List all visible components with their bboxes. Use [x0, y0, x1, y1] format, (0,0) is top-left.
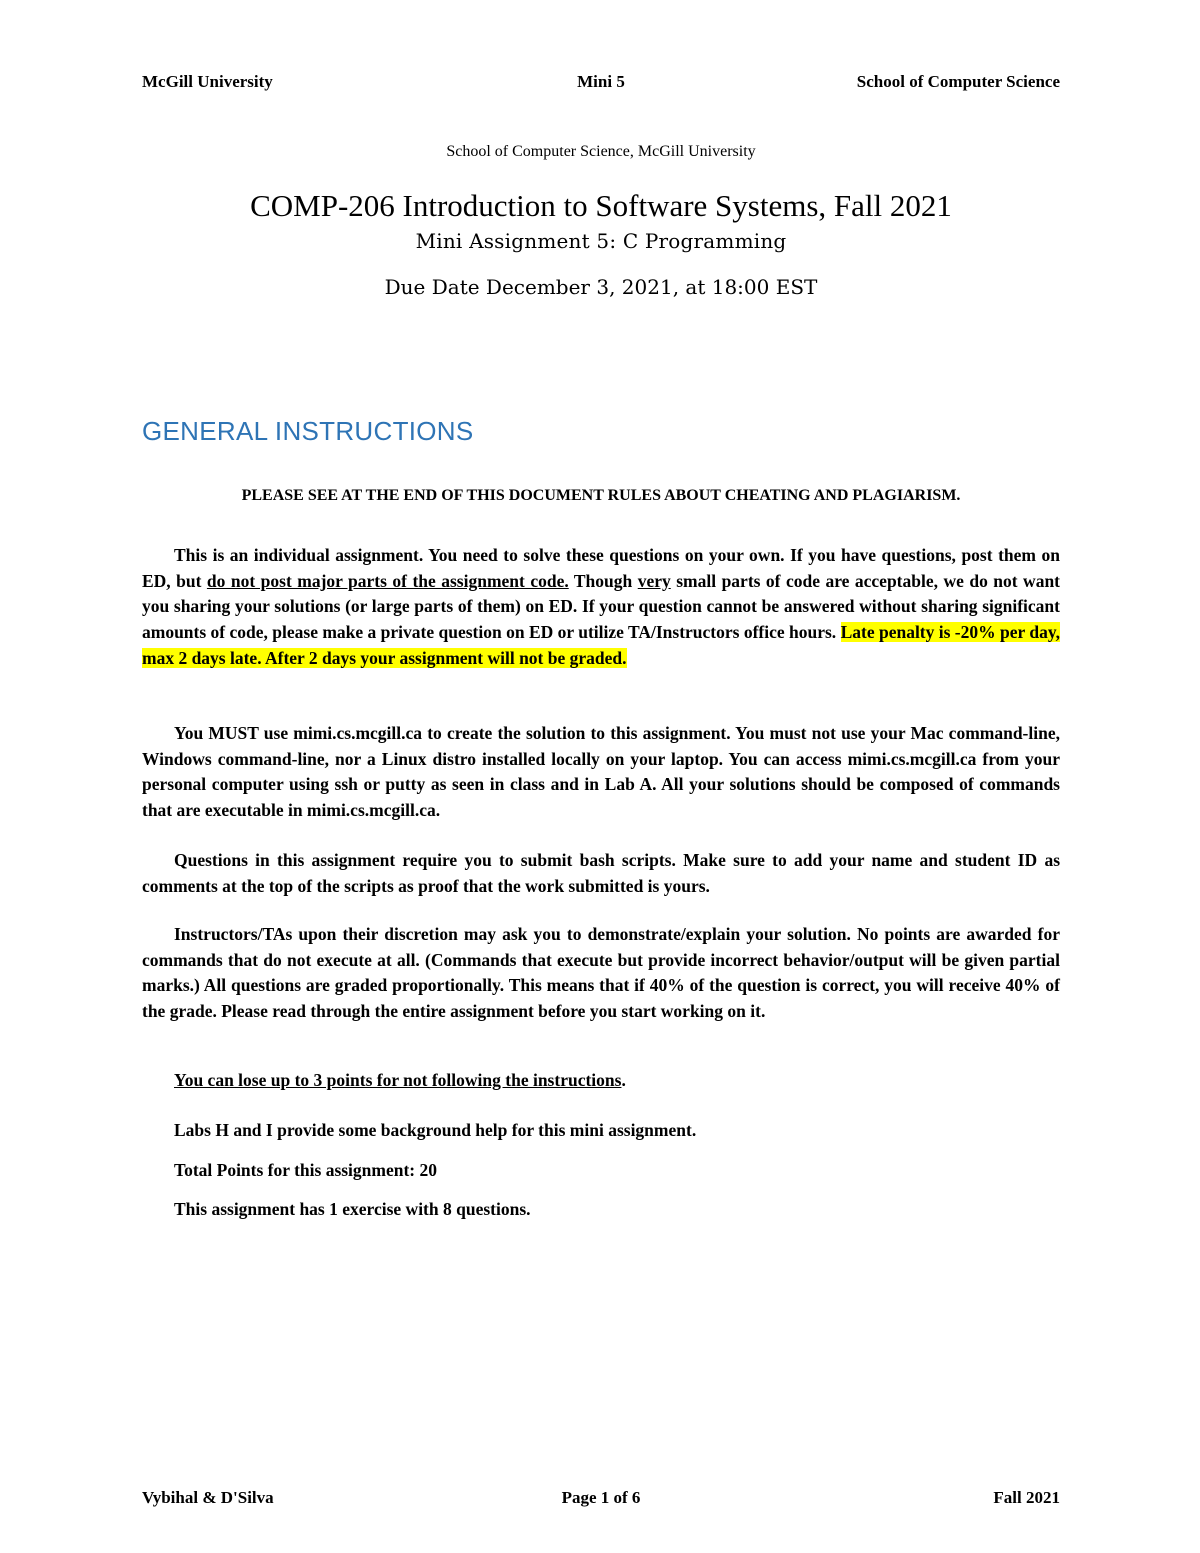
p1-text-3: small parts of code are acceptable, we do not want you sharing your solutions (or large parts of them) on ED. If your question cannot be answered without sharing significant amounts of code, please make a private question on ED or utilize TA/Instructors office hours. [142, 570, 1061, 643]
paragraph-individual-assignment [142, 543, 1060, 672]
labs-note: Labs H and I provide some background help for this mini assignment. [174, 1120, 697, 1140]
p1-underline-1: do not post major parts of the assignment code. [206, 570, 569, 591]
assignment-subtitle: Mini Assignment 5: C Programming [415, 229, 787, 253]
footer-left: Vybihal & D'Silva [142, 1488, 274, 1507]
paragraph-grading: Instructors/TAs upon their discretion may ask you to demonstrate/explain your solution. No points are awarded for commands that do not execute at all. (Commands that execute but provide incorrect behavior/output will be given partial marks.) All questions are graded proportionally. This means that if 40% of the question is correct, you will receive 40% of the grade. Please read through the entire assignment before you start working on it. [142, 924, 1060, 1022]
p1-underline-2: very [637, 570, 671, 591]
header-left: McGill University [142, 72, 273, 91]
section-heading: GENERAL INSTRUCTIONS [142, 416, 474, 446]
course-title: COMP-206 Introduction to Software Systems, Fall 2021 [250, 188, 952, 223]
footer-center: Page 1 of 6 [561, 1488, 641, 1507]
page-header [142, 72, 1060, 96]
department-line: School of Computer Science, McGill University [446, 143, 756, 160]
paragraph-mimi-usage: You MUST use mimi.cs.mcgill.ca to create the solution to this assignment. You must not use your Mac command-line, Windows command-line, nor a Linux distro installed locally on your laptop. You can access mimi.cs.mcgill.ca from your personal computer using ssh or putty as seen in class and in Lab A. All your solutions should be composed of commands that are executable in mimi.cs.mcgill.ca. [142, 723, 1060, 821]
page-footer [142, 1488, 1060, 1512]
warning-end: . [621, 1070, 626, 1090]
warning-underlined: You can lose up to 3 points for not following the instructions [174, 1070, 622, 1090]
paragraph-bash-scripts: Questions in this assignment require you to submit bash scripts. Make sure to add your name and student ID as comments at the top of the scripts as proof that the work submitted is yours. [142, 850, 1060, 896]
p1-text-1: This is an individual assignment. You need to solve these questions on your own. If you have questions, post them on ED, but [142, 545, 1060, 591]
total-points: Total Points for this assignment: 20 [174, 1160, 438, 1180]
cheating-notice: PLEASE SEE AT THE END OF THIS DOCUMENT RULES ABOUT CHEATING AND PLAGIARISM. [241, 487, 961, 504]
p1-text-2: Though [568, 570, 638, 591]
footer-right: Fall 2021 [993, 1488, 1060, 1507]
header-right: School of Computer Science [856, 72, 1060, 91]
exercise-count: This assignment has 1 exercise with 8 questions. [174, 1199, 531, 1219]
late-penalty-highlight: Late penalty is -20% per day, max 2 days late. After 2 days your assignment will not be graded. [142, 622, 1060, 668]
instructions-warning [174, 1070, 626, 1091]
due-date: Due Date December 3, 2021, at 18:00 EST [384, 275, 818, 299]
header-center: Mini 5 [577, 72, 625, 91]
